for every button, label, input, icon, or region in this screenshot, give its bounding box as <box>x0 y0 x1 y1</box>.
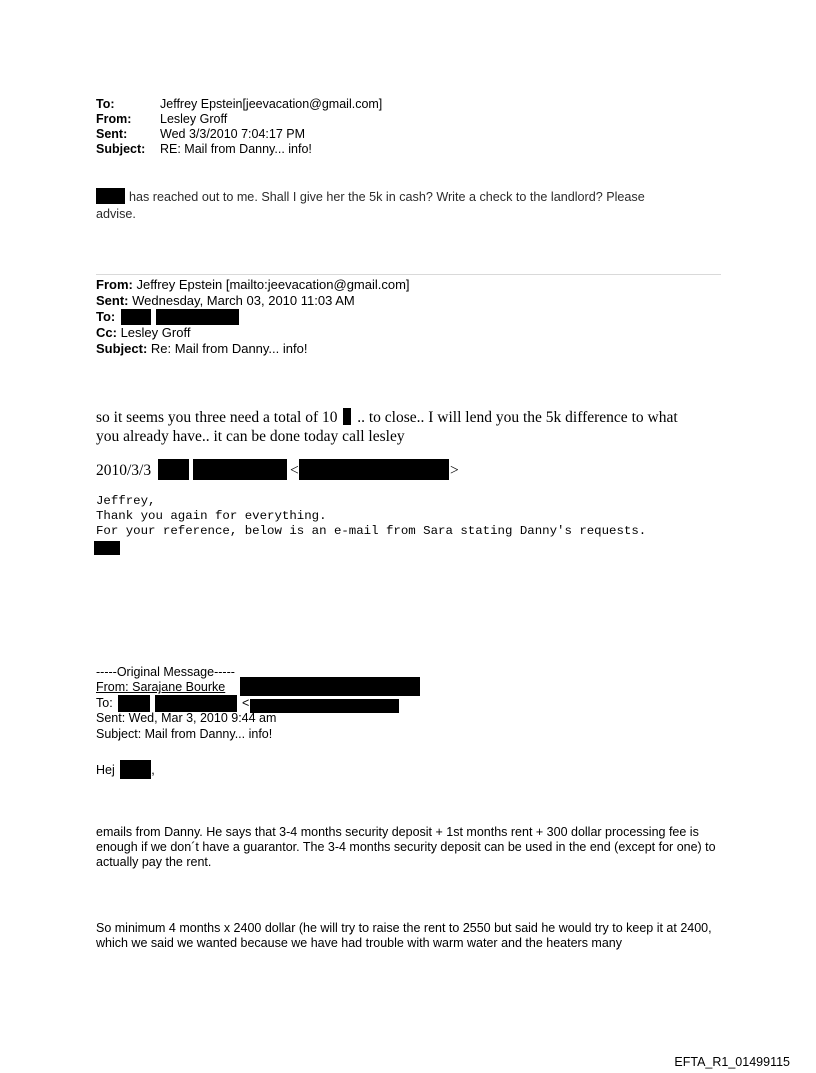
greeting-word: Hej <box>96 763 115 777</box>
reply-line-1: has reached out to me. Shall I give her the 5k in cash? Write a check to the landlord? Please <box>129 190 645 204</box>
header-sent <box>96 127 305 142</box>
redaction-block <box>118 695 150 712</box>
fwd-subject-label: Subject: <box>96 341 148 356</box>
sent-value: Wed 3/3/2010 7:04:17 PM <box>160 127 306 141</box>
fwd-to-label: To: <box>96 309 116 324</box>
fwd-from-value: Jeffrey Epstein [mailto:jeevacation@gmail.com] <box>136 277 410 292</box>
fwd-from <box>96 277 410 293</box>
redaction-block <box>240 677 420 696</box>
header-from <box>96 112 227 127</box>
redaction-block <box>120 760 151 779</box>
redaction-block <box>121 309 151 325</box>
original-greeting <box>96 760 155 779</box>
fwd-subject-value: Re: Mail from Danny... info! <box>150 341 308 356</box>
body-paragraph-1: emails from Danny. He says that 3-4 months security deposit + 1st months rent + 300 dollar processing fee is enough if we don´t have a guarantor. The 3-4 months security deposit can be used in the end (except for one) to actually pay the rent. <box>96 825 716 869</box>
fwd-from-label: From: <box>96 277 133 292</box>
original-from: From: Sarajane Bourke <box>96 680 226 694</box>
redaction-block <box>193 459 287 480</box>
reply-line-2: advise. <box>96 207 136 221</box>
redaction-block <box>156 309 239 325</box>
header-subject <box>96 142 312 157</box>
redaction-block <box>155 695 237 712</box>
sent-label: Sent: <box>96 127 128 141</box>
fwd-cc-value: Lesley Groff <box>120 325 191 340</box>
redaction-block <box>299 459 449 480</box>
original-divider: -----Original Message----- <box>96 665 235 679</box>
epstein-line-2: you already have.. it can be done today call lesley <box>96 428 405 445</box>
fwd-sent-value: Wednesday, March 03, 2010 11:03 AM <box>132 293 355 308</box>
email-open-bracket: < <box>290 462 299 479</box>
fwd-cc-label: Cc: <box>96 325 117 340</box>
document-id: EFTA_R1_01499115 <box>674 1055 790 1069</box>
fwd-cc <box>96 325 190 341</box>
redaction-block <box>94 541 120 555</box>
mono-line-1: Jeffrey, <box>96 494 156 508</box>
fwd-subject <box>96 341 307 357</box>
original-subject: Subject: Mail from Danny... info! <box>96 727 273 741</box>
epstein-line-1 <box>96 408 678 427</box>
original-to: To: <box>96 696 113 710</box>
fwd-sent <box>96 293 355 309</box>
to-value: Jeffrey Epstein[jeevacation@gmail.com] <box>160 97 383 111</box>
subject-value: RE: Mail from Danny... info! <box>160 142 312 156</box>
epstein-date: 2010/3/3 <box>96 462 152 479</box>
original-sent: Sent: Wed, Mar 3, 2010 9:44 am <box>96 711 277 725</box>
greeting-comma: , <box>151 763 155 777</box>
original-to-bracket: < <box>242 696 250 710</box>
redaction-block <box>158 459 189 480</box>
fwd-to <box>96 309 115 325</box>
fwd-sent-label: Sent: <box>96 293 129 308</box>
epstein-line-1b: .. to close.. I will lend you the 5k difference to what <box>357 409 678 426</box>
mono-line-3: For your reference, below is an e-mail from Sara stating Danny's requests. <box>96 524 647 538</box>
email-close-bracket: > <box>450 462 459 479</box>
subject-label: Subject: <box>96 142 146 156</box>
from-label: From: <box>96 112 132 126</box>
mono-line-2: Thank you again for everything. <box>96 509 327 523</box>
reply-paragraph <box>96 189 716 223</box>
body-paragraph-2: So minimum 4 months x 2400 dollar (he will try to raise the rent to 2550 but said he would try to keep it at 2400, which we said we wanted because we have had trouble with warm water and the heaters many <box>96 921 712 950</box>
epstein-line-1a: so it seems you three need a total of 10 <box>96 409 338 426</box>
message-divider <box>96 274 721 275</box>
from-value: Lesley Groff <box>160 112 228 126</box>
header-to <box>96 97 382 112</box>
redaction-block <box>343 408 351 425</box>
to-label: To: <box>96 97 115 111</box>
